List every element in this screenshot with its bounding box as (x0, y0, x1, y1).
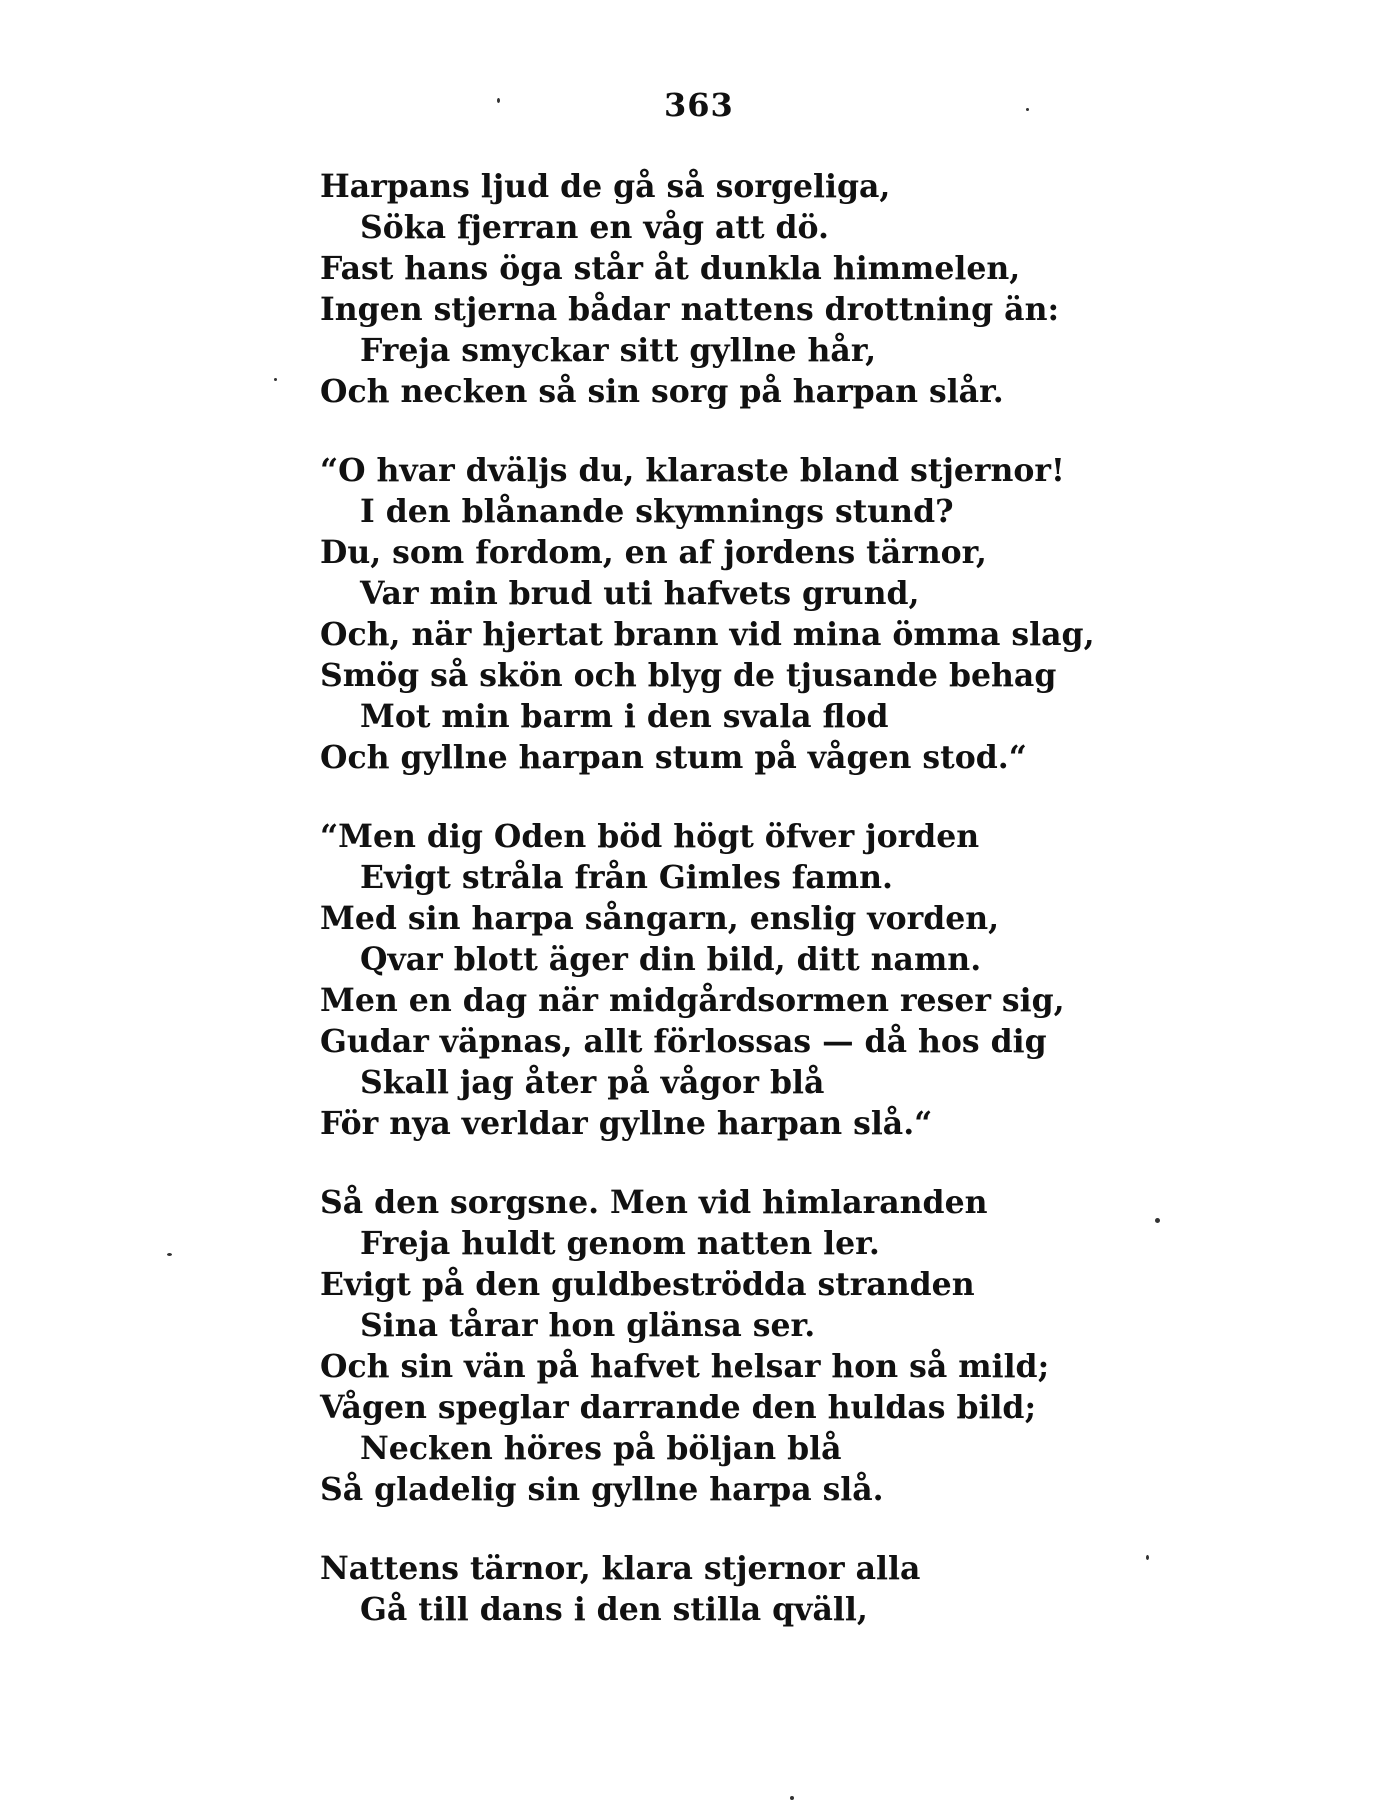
poem-line: Och gyllne harpan stum på vågen stod.“ (320, 739, 1027, 776)
poem-line: Necken höres på böljan blå (360, 1430, 842, 1467)
stanza (320, 1182, 1200, 1510)
poem-line: Skall jag åter på vågor blå (360, 1064, 825, 1101)
poem-line: Gudar väpnas, allt förlossas — då hos dig (320, 1023, 1047, 1060)
scan-speck (790, 1796, 794, 1800)
stanza (320, 816, 1200, 1144)
scan-speck (1146, 1555, 1149, 1560)
poem-line: Och necken så sin sorg på harpan slår. (320, 373, 1004, 410)
poem-line: “Men dig Oden böd högt öfver jorden (320, 818, 980, 855)
poem-line: Evigt stråla från Gimles famn. (360, 859, 893, 896)
stanza (320, 1548, 1200, 1630)
poem-line: “O hvar dväljs du, klaraste bland stjernor! (320, 452, 1065, 489)
poem-line: Harpans ljud de gå så sorgeliga, (320, 168, 891, 205)
poem-line: I den blånande skymnings stund? (360, 493, 954, 530)
poem-line: Och sin vän på hafvet helsar hon så mild; (320, 1348, 1050, 1385)
stanza (320, 166, 1200, 412)
poem-line: Nattens tärnor, klara stjernor alla (320, 1550, 921, 1587)
poem-line: Med sin harpa sångarn, enslig vorden, (320, 900, 1000, 937)
poem-line: Ingen stjerna bådar nattens drottning än: (320, 291, 1060, 328)
poem-line: Söka fjerran en våg att dö. (360, 209, 829, 246)
scan-speck (1026, 108, 1029, 111)
scan-speck (167, 1253, 172, 1256)
poem-line: Och, när hjertat brann vid mina ömma slag, (320, 616, 1095, 653)
poem-line: Freja smyckar sitt gyllne hår, (360, 332, 877, 369)
scan-speck (497, 98, 500, 103)
poem-line: Smög så skön och blyg de tjusande behag (320, 657, 1057, 694)
poem-line: Sina tårar hon glänsa ser. (360, 1307, 816, 1344)
poem-line: Men en dag när midgårdsormen reser sig, (320, 982, 1065, 1019)
poem-line: Så gladelig sin gyllne harpa slå. (320, 1471, 884, 1508)
scan-speck (274, 378, 277, 381)
poem-text (320, 166, 1200, 1630)
poem-line: Evigt på den guldbeströdda stranden (320, 1266, 975, 1303)
poem-line: För nya verldar gyllne harpan slå.“ (320, 1105, 933, 1142)
poem-line: Qvar blott äger din bild, ditt namn. (360, 941, 982, 978)
poem-line: Mot min barm i den svala flod (360, 698, 889, 735)
poem-line: Freja huldt genom natten ler. (360, 1225, 880, 1262)
poem-line: Du, som fordom, en af jordens tärnor, (320, 534, 987, 571)
page-number: 363 (664, 86, 734, 124)
scan-speck (1155, 1218, 1160, 1223)
poem-line: Fast hans öga står åt dunkla himmelen, (320, 250, 1021, 287)
stanza (320, 450, 1200, 778)
poem-line: Vågen speglar darrande den huldas bild; (320, 1389, 1037, 1426)
poem-line: Gå till dans i den stilla qväll, (360, 1591, 868, 1628)
poem-line: Så den sorgsne. Men vid himlaranden (320, 1184, 988, 1221)
poem-line: Var min brud uti hafvets grund, (360, 575, 920, 612)
